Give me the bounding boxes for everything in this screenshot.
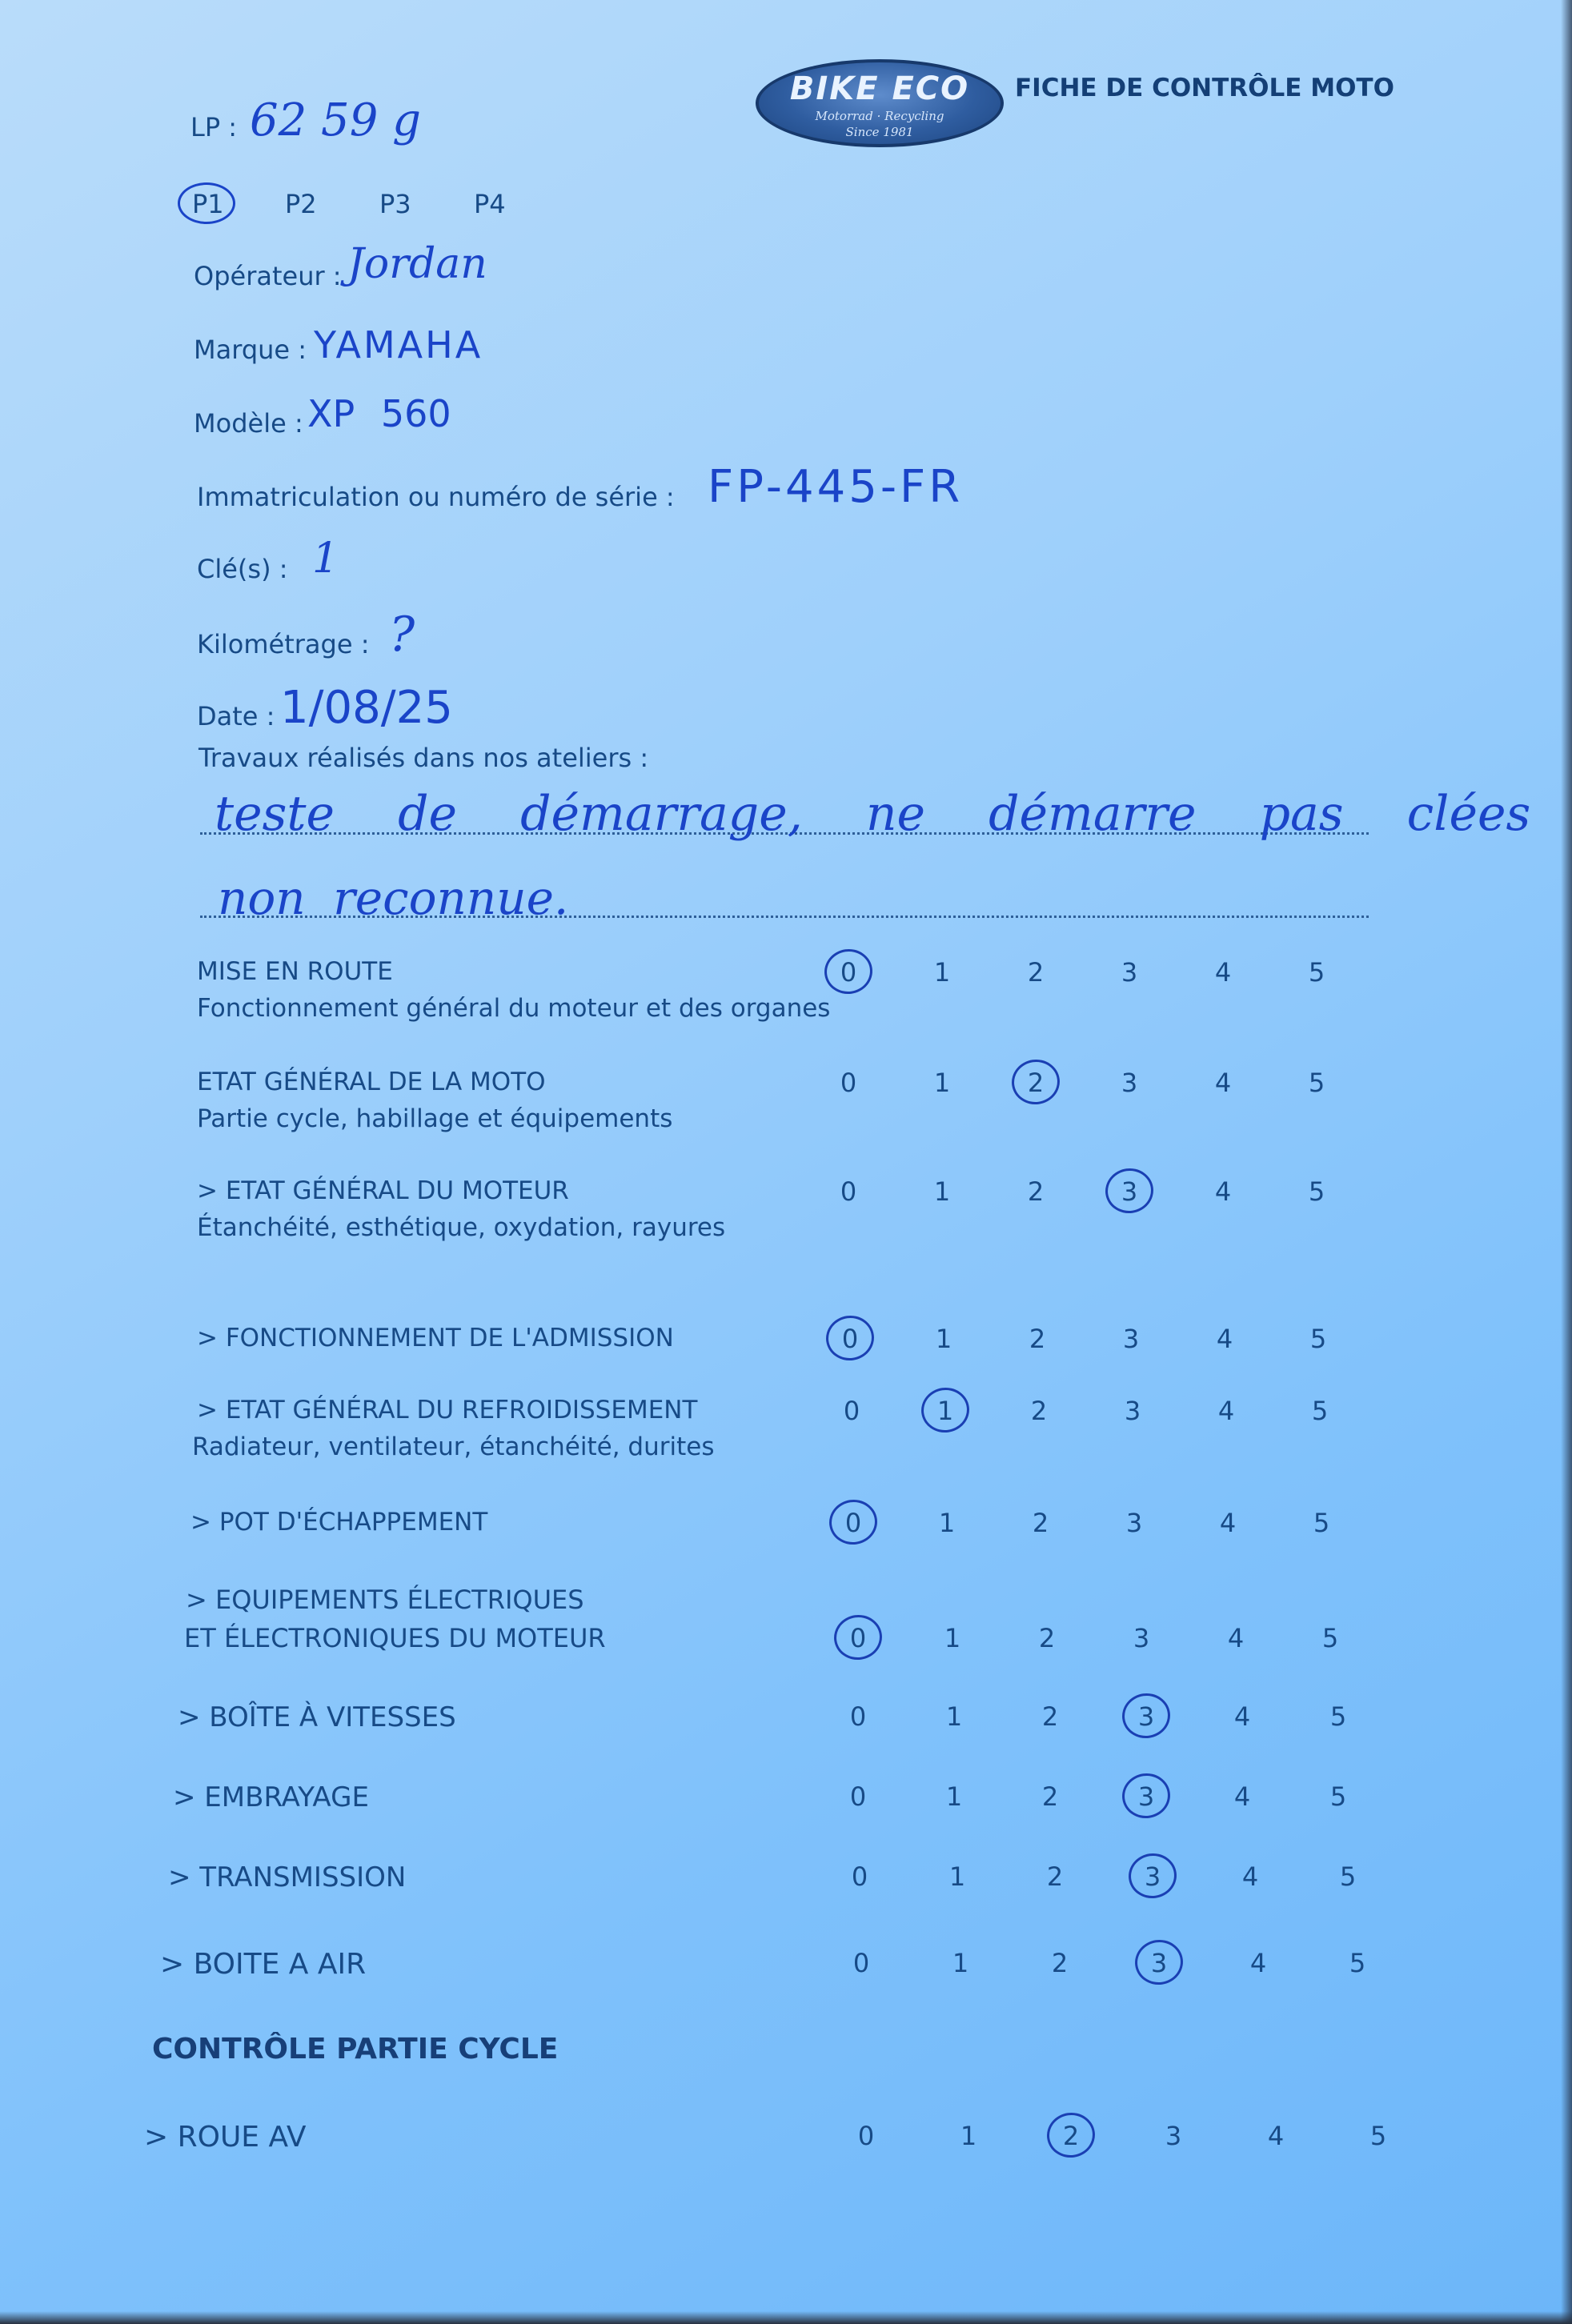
bike-eco-logo: [756, 59, 1004, 147]
registration-label: Immatriculation ou numéro de série :: [197, 482, 675, 512]
position-p4: P4: [474, 189, 506, 219]
rating-option-0: 0: [840, 957, 857, 988]
selected-score-circle: [821, 946, 875, 997]
rating-option-2: 2: [1046, 1861, 1064, 1892]
logo-since: Since 1981: [845, 125, 914, 139]
position-p1: P1: [192, 189, 224, 219]
rating-option-1: 1: [945, 1781, 963, 1812]
rating-option-5: 5: [1349, 1948, 1366, 1978]
paper-bottom-edge: [0, 2311, 1572, 2324]
sheet-title: FICHE DE CONTRÔLE MOTO: [1015, 74, 1394, 102]
rating-title: > ROUE AV: [144, 2121, 307, 2154]
works-text-line-1: teste de démarrage, ne démarre pas clées: [215, 786, 1531, 842]
rating-option-1: 1: [944, 1623, 961, 1653]
rating-title: > FONCTIONNEMENT DE L'ADMISSION: [197, 1324, 674, 1352]
rating-option-3: 3: [1125, 1508, 1143, 1538]
rating-title: > EMBRAYAGE: [173, 1781, 369, 1813]
logo-brand: BIKE ECO: [789, 70, 970, 107]
rating-subtitle: Radiateur, ventilateur, étanchéité, durites: [192, 1432, 715, 1461]
rating-option-0: 0: [857, 2121, 875, 2151]
rating-option-0: 0: [849, 1781, 867, 1812]
selected-score-circle: [826, 1497, 880, 1548]
rating-option-5: 5: [1339, 1861, 1357, 1892]
rating-option-4: 4: [1227, 1623, 1245, 1653]
rating-option-2: 2: [1041, 1701, 1059, 1732]
rating-option-3: 3: [1165, 2121, 1182, 2151]
rating-option-5: 5: [1308, 1068, 1325, 1098]
rating-option-4: 4: [1267, 2121, 1285, 2151]
keys-label: Clé(s) :: [197, 554, 288, 584]
rating-subtitle: Partie cycle, habillage et équipements: [197, 1104, 673, 1133]
rating-subtitle: Fonctionnement général du moteur et des organes: [197, 994, 831, 1023]
rating-title: > EQUIPEMENTS ÉLECTRIQUES: [186, 1585, 584, 1615]
rating-option-3: 3: [1124, 1396, 1141, 1426]
selected-score-circle: [823, 1312, 876, 1364]
selected-score-circle: [1119, 1770, 1173, 1821]
date-label: Date :: [197, 701, 275, 731]
rating-option-1: 1: [952, 1948, 969, 1978]
rating-option-4: 4: [1214, 1176, 1232, 1207]
rating-option-0: 0: [840, 1068, 857, 1098]
selected-score-circle: [1132, 1937, 1185, 1988]
rating-option-3: 3: [1121, 1176, 1138, 1207]
rating-option-4: 4: [1233, 1701, 1251, 1732]
rating-option-5: 5: [1308, 1176, 1325, 1207]
rating-option-4: 4: [1249, 1948, 1267, 1978]
selected-score-circle: [1125, 1850, 1179, 1901]
rating-option-1: 1: [938, 1508, 956, 1538]
rating-option-4: 4: [1217, 1396, 1235, 1426]
model-label: Modèle :: [194, 408, 303, 439]
rating-option-2: 2: [1062, 2121, 1080, 2151]
brand-value: YAMAHA: [314, 323, 483, 367]
rating-option-3: 3: [1150, 1948, 1168, 1978]
rating-option-3: 3: [1137, 1701, 1155, 1732]
rating-option-2: 2: [1027, 1068, 1045, 1098]
lp-value: 62 59 g: [250, 94, 421, 146]
rating-option-2: 2: [1029, 1324, 1046, 1354]
rating-option-1: 1: [960, 2121, 977, 2151]
rating-option-4: 4: [1214, 957, 1232, 988]
rating-option-2: 2: [1027, 957, 1045, 988]
rating-option-2: 2: [1051, 1948, 1069, 1978]
date-value: 1/08/25: [280, 682, 453, 734]
rating-option-0: 0: [851, 1861, 868, 1892]
position-p2: P2: [285, 189, 317, 219]
rating-option-0: 0: [840, 1176, 857, 1207]
rating-option-5: 5: [1311, 1396, 1329, 1426]
rating-option-2: 2: [1032, 1508, 1049, 1538]
selected-score-circle: [918, 1384, 972, 1436]
rating-option-1: 1: [933, 1176, 951, 1207]
rating-title: > BOITE A AIR: [160, 1948, 367, 1981]
brand-label: Marque :: [194, 335, 307, 365]
rating-option-1: 1: [935, 1324, 952, 1354]
rating-title: > ETAT GÉNÉRAL DU MOTEUR: [197, 1176, 569, 1205]
keys-value: 1: [312, 535, 339, 583]
rating-option-5: 5: [1313, 1508, 1330, 1538]
rating-option-3: 3: [1137, 1781, 1155, 1812]
rating-option-2: 2: [1038, 1623, 1056, 1653]
rating-option-2: 2: [1041, 1781, 1059, 1812]
rating-subtitle: ET ÉLECTRONIQUES DU MOTEUR: [184, 1623, 606, 1653]
rating-option-5: 5: [1329, 1781, 1347, 1812]
rating-option-2: 2: [1030, 1396, 1048, 1426]
registration-value: FP-445-FR: [708, 461, 964, 513]
rating-option-3: 3: [1133, 1623, 1150, 1653]
rating-title: > POT D'ÉCHAPPEMENT: [190, 1508, 488, 1537]
rating-option-3: 3: [1144, 1861, 1161, 1892]
rating-option-1: 1: [933, 957, 951, 988]
paper-edge-shadow: [1561, 0, 1572, 2324]
rating-title: ETAT GÉNÉRAL DE LA MOTO: [197, 1068, 546, 1096]
operator-label: Opérateur :: [194, 261, 342, 291]
rating-option-5: 5: [1308, 957, 1325, 988]
rating-subtitle: Étanchéité, esthétique, oxydation, rayures: [197, 1213, 726, 1242]
logo-tagline: Motorrad · Recycling: [815, 109, 944, 123]
rating-title: > ETAT GÉNÉRAL DU REFROIDISSEMENT: [197, 1396, 698, 1424]
selected-score-circle: [1102, 1165, 1156, 1216]
rating-option-3: 3: [1121, 1068, 1138, 1098]
lp-label: LP :: [190, 112, 238, 142]
mileage-label: Kilométrage :: [197, 629, 370, 659]
rating-option-1: 1: [933, 1068, 951, 1098]
works-label: Travaux réalisés dans nos ateliers :: [199, 743, 649, 773]
rating-option-0: 0: [841, 1324, 859, 1354]
selected-score-circle: [1044, 2110, 1097, 2161]
rating-option-2: 2: [1027, 1176, 1045, 1207]
rating-option-0: 0: [852, 1948, 870, 1978]
selected-score-circle: [1119, 1690, 1173, 1741]
rating-title: MISE EN ROUTE: [197, 957, 393, 986]
rating-option-4: 4: [1233, 1781, 1251, 1812]
rating-option-0: 0: [843, 1396, 860, 1426]
rating-option-5: 5: [1309, 1324, 1327, 1354]
rating-option-4: 4: [1241, 1861, 1259, 1892]
rating-option-0: 0: [844, 1508, 862, 1538]
model-value: XP 560: [307, 392, 451, 435]
position-p3: P3: [379, 189, 411, 219]
rating-option-5: 5: [1321, 1623, 1339, 1653]
selected-score-circle: [1009, 1056, 1062, 1108]
rating-option-1: 1: [936, 1396, 954, 1426]
operator-value: Jordan: [347, 240, 487, 288]
rating-option-1: 1: [948, 1861, 966, 1892]
rating-title: > BOÎTE À VITESSES: [178, 1701, 456, 1733]
rating-option-4: 4: [1219, 1508, 1237, 1538]
rating-option-4: 4: [1214, 1068, 1232, 1098]
rating-option-1: 1: [945, 1701, 963, 1732]
rating-option-0: 0: [849, 1623, 867, 1653]
rating-option-4: 4: [1216, 1324, 1233, 1354]
rating-title: > TRANSMISSION: [168, 1861, 407, 1893]
mileage-value: ?: [389, 607, 415, 663]
works-text-line-2: non reconnue.: [218, 871, 569, 925]
selected-score-circle: [831, 1612, 884, 1663]
rating-option-0: 0: [849, 1701, 867, 1732]
section-cycle-title: CONTRÔLE PARTIE CYCLE: [152, 2033, 559, 2066]
rating-option-5: 5: [1329, 1701, 1347, 1732]
rating-option-3: 3: [1122, 1324, 1140, 1354]
rating-option-5: 5: [1369, 2121, 1387, 2151]
rating-option-3: 3: [1121, 957, 1138, 988]
